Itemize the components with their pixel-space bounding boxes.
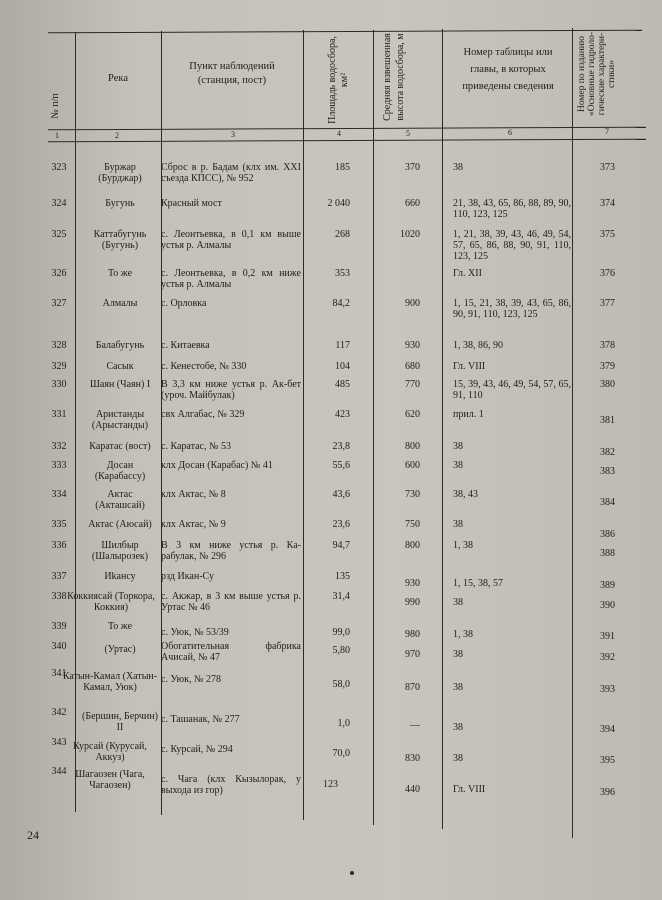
column-number: 6 xyxy=(508,128,512,137)
col-divider-1 xyxy=(75,32,76,812)
station: с. Уюк, № 278 xyxy=(161,674,222,685)
river-name: Аристанды (Арыстанды) xyxy=(91,409,149,431)
mean-height: 620 xyxy=(405,409,420,420)
catchment-area: 23,6 xyxy=(332,519,350,530)
mean-height: 800 xyxy=(405,540,420,551)
station: с. Каратас, № 53 xyxy=(161,441,232,452)
station: Красный мост xyxy=(161,198,222,209)
table-refs: 38 xyxy=(453,649,463,660)
station: свх Алгабас, № 329 xyxy=(161,409,245,420)
station: клх Актас, № 8 xyxy=(161,489,226,500)
mean-height: 870 xyxy=(405,682,420,693)
reference-number: 390 xyxy=(600,600,615,611)
mean-height: 930 xyxy=(405,578,420,589)
row-number: 327 xyxy=(51,298,67,309)
station: с. Китаевка xyxy=(161,340,210,351)
catchment-area: 185 xyxy=(335,162,350,173)
mean-height: 770 xyxy=(405,379,420,390)
row-number: 328 xyxy=(51,340,67,351)
table-refs: 38 xyxy=(453,722,463,733)
station: с. Курсай, № 294 xyxy=(161,744,233,755)
table-refs: 38 xyxy=(453,162,463,173)
table-refs: 1, 15, 21, 38, 39, 43, 65, 86, 90, 91, 110, 123, 125 xyxy=(453,298,571,320)
mean-height: 680 xyxy=(405,361,420,372)
header-col1: № п/п xyxy=(50,93,61,119)
row-number: 344 xyxy=(51,766,67,777)
station: с. Кенестобе, № 330 xyxy=(161,361,247,372)
reference-number: 383 xyxy=(600,466,615,477)
reference-number: 393 xyxy=(600,684,615,695)
catchment-area: 43,6 xyxy=(332,489,350,500)
reference-number: 376 xyxy=(600,268,615,279)
mean-height: 930 xyxy=(405,340,420,351)
station: с. Чага (клх Кызылорак, у выхода из гор) xyxy=(161,774,301,796)
header-col2: Река xyxy=(108,73,128,84)
reference-number: 374 xyxy=(600,198,615,209)
catchment-area: 70,0 xyxy=(332,748,350,759)
mean-height: 660 xyxy=(405,198,420,209)
row-number: 337 xyxy=(51,571,67,582)
station: с. Акжар, в 3 км выше устья р. Уртас № 46 xyxy=(161,591,301,613)
river-name: Коккиясай (Торкора, Коккия) xyxy=(67,591,155,613)
table-refs: 1, 15, 38, 57 xyxy=(453,578,503,589)
catchment-area: 58,0 xyxy=(332,679,350,690)
mean-height: 1020 xyxy=(400,229,420,240)
river-name: Алмалы xyxy=(102,298,138,309)
reference-number: 377 xyxy=(600,298,615,309)
row-number: 335 xyxy=(51,519,67,530)
reference-number: 392 xyxy=(600,652,615,663)
mean-height: 970 xyxy=(405,649,420,660)
col-divider-3 xyxy=(303,30,304,820)
river-name: То же xyxy=(107,268,133,279)
catchment-area: 135 xyxy=(335,571,350,582)
col-divider-6 xyxy=(572,28,573,838)
table-refs: 38 xyxy=(453,597,463,608)
table-refs: 1, 38 xyxy=(453,629,473,640)
row-number: 323 xyxy=(51,162,67,173)
table-refs: 38 xyxy=(453,519,463,530)
column-number: 3 xyxy=(231,130,235,139)
mean-height: 990 xyxy=(405,597,420,608)
row-number: 325 xyxy=(51,229,67,240)
catchment-area: 123 xyxy=(323,779,338,790)
river-name: (Уртас) xyxy=(104,644,136,655)
table-refs: прил. 1 xyxy=(453,409,484,420)
reference-number: 373 xyxy=(600,162,615,173)
river-name: Актас (Акташсай) xyxy=(95,489,145,511)
mean-height: — xyxy=(410,720,420,731)
page-number: 24 xyxy=(27,828,39,842)
reference-number: 378 xyxy=(600,340,615,351)
reference-number: 380 xyxy=(600,379,615,390)
station: с. Леонтьевка, в 0,1 км выше устья р. Алмалы xyxy=(161,229,301,251)
table-refs: 38 xyxy=(453,441,463,452)
catchment-area: 55,6 xyxy=(332,460,350,471)
header-col4: Площадь водосбора, км² xyxy=(327,36,350,124)
row-number: 342 xyxy=(51,707,67,718)
station: клх Досан (Карабас) № 41 xyxy=(161,460,273,471)
header-col7: Номер по изданию «Основные гидроло-гические характери-стики» xyxy=(577,31,617,117)
print-speck xyxy=(350,871,354,875)
river-name: Шилбыр (Шалырозек) xyxy=(91,540,149,562)
row-number: 330 xyxy=(51,379,67,390)
reference-number: 379 xyxy=(600,361,615,372)
row-number: 340 xyxy=(51,641,67,652)
table-refs: 1, 38 xyxy=(453,540,473,551)
row-number: 343 xyxy=(51,737,67,748)
reference-number: 396 xyxy=(600,787,615,798)
catchment-area: 268 xyxy=(335,229,350,240)
river-name: Бугунь xyxy=(105,198,135,209)
row-number: 336 xyxy=(51,540,67,551)
row-number: 324 xyxy=(51,198,67,209)
col-divider-5 xyxy=(442,29,443,829)
river-name: Каттабугунь (Бугунь) xyxy=(93,229,147,251)
catchment-area: 485 xyxy=(335,379,350,390)
reference-number: 375 xyxy=(600,229,615,240)
mean-height: 750 xyxy=(405,519,420,530)
row-number: 326 xyxy=(51,268,67,279)
header-col6: Номер таблицы или главы, в которых приведены сведения xyxy=(462,47,554,92)
row-number: 333 xyxy=(51,460,67,471)
row-number: 338 xyxy=(51,591,67,602)
river-name: Иkaнсу xyxy=(104,571,136,582)
mean-height: 800 xyxy=(405,441,420,452)
mean-height: 730 xyxy=(405,489,420,500)
row-number: 334 xyxy=(51,489,67,500)
river-name: Шаян (Чаян) I xyxy=(89,379,151,390)
mean-height: 900 xyxy=(405,298,420,309)
station: Обогатительная фабрика Ачисай, № 47 xyxy=(161,641,301,663)
row-number: 331 xyxy=(51,409,67,420)
catchment-area: 31,4 xyxy=(332,591,350,602)
row-number: 339 xyxy=(51,621,67,632)
header-col5: Средняя взвешенная высота водосбора, м xyxy=(382,33,406,121)
river-name: Каратас (вост) xyxy=(89,441,151,452)
catchment-area: 353 xyxy=(335,268,350,279)
river-name: То же xyxy=(107,621,133,632)
table-refs: 1, 38, 86, 90 xyxy=(453,340,503,351)
col-divider-2 xyxy=(161,31,162,815)
river-name: Курсай (Курусай, Аккуз) xyxy=(73,741,147,763)
table-refs: Гл. VIII xyxy=(453,784,486,795)
table-refs: 38 xyxy=(453,682,463,693)
station: рзд Икан-Су xyxy=(161,571,214,582)
mean-height: 440 xyxy=(405,784,420,795)
table-refs: 38 xyxy=(453,460,463,471)
station: клх Актас, № 9 xyxy=(161,519,226,530)
table-refs: Гл. VIII xyxy=(453,361,486,372)
station: с. Леонтьевка, в 0,2 км ниже устья р. Алмалы xyxy=(161,268,301,290)
river-name: Катын-Камал (Хатын-Камал, Уюк) xyxy=(62,671,158,693)
catchment-area: 5,80 xyxy=(332,645,350,656)
table-top-rule xyxy=(48,30,642,34)
row-number: 329 xyxy=(51,361,67,372)
river-name: Балабугунь xyxy=(95,340,145,351)
mean-height: 980 xyxy=(405,629,420,640)
reference-number: 389 xyxy=(600,580,615,591)
river-name: Буржар (Бурджар) xyxy=(98,162,142,184)
catchment-area: 104 xyxy=(335,361,350,372)
catchment-area: 23,8 xyxy=(332,441,350,452)
reference-number: 381 xyxy=(600,415,615,426)
column-number: 7 xyxy=(605,127,609,136)
column-number: 4 xyxy=(337,129,341,138)
table-refs: 1, 21, 38, 39, 43, 46, 49, 54, 57, 65, 86, 88, 90, 91, 110, 123, 125 xyxy=(453,229,571,262)
station: с. Ташанак, № 277 xyxy=(161,714,240,725)
catchment-area: 99,0 xyxy=(332,627,350,638)
table-refs: 38 xyxy=(453,753,463,764)
station: Сброс в р. Бадам (клх им. XXI съезда КПСС), № 952 xyxy=(161,162,301,184)
catchment-area: 2 040 xyxy=(327,198,350,209)
river-name: (Бершин, Берчин) II xyxy=(82,711,158,733)
station: с. Уюк, № 53/39 xyxy=(161,627,229,638)
river-name: Шагаозен (Чага, Чагаозен) xyxy=(75,769,145,791)
river-name: Актас (Аюсай) xyxy=(88,519,152,530)
reference-number: 382 xyxy=(600,447,615,458)
river-name: Сасык xyxy=(106,361,134,372)
header-col3: Пункт наблюдений (станция, пост) xyxy=(189,61,275,86)
reference-number: 386 xyxy=(600,529,615,540)
table-refs: Гл. XII xyxy=(453,268,482,279)
river-name: Досан (Карабассу) xyxy=(94,460,146,482)
reference-number: 394 xyxy=(600,724,615,735)
station: В 3 км ниже устья р. Ка-рабулак, № 296 xyxy=(161,540,301,562)
reference-number: 384 xyxy=(600,497,615,508)
column-number: 1 xyxy=(55,131,59,140)
table-refs: 21, 38, 43, 65, 86, 88, 89, 90, 110, 123, 125 xyxy=(453,198,571,220)
reference-number: 388 xyxy=(600,548,615,559)
table-refs: 38, 43 xyxy=(453,489,478,500)
reference-number: 391 xyxy=(600,631,615,642)
row-number: 332 xyxy=(51,441,67,452)
col-divider-4 xyxy=(373,30,374,825)
table-refs: 15, 39, 43, 46, 49, 54, 57, 65, 91, 110 xyxy=(453,379,571,401)
catchment-area: 84,2 xyxy=(332,298,350,309)
reference-number: 395 xyxy=(600,755,615,766)
catchment-area: 423 xyxy=(335,409,350,420)
mean-height: 600 xyxy=(405,460,420,471)
mean-height: 830 xyxy=(405,753,420,764)
catchment-area: 94,7 xyxy=(332,540,350,551)
mean-height: 370 xyxy=(405,162,420,173)
station: В 3,3 км ниже устья р. Ак-бет (уроч. Майбулак) xyxy=(161,379,301,401)
catchment-area: 1,0 xyxy=(337,718,350,729)
column-number: 5 xyxy=(406,129,410,138)
station: с. Орловка xyxy=(161,298,207,309)
row-number: 341 xyxy=(51,668,67,679)
catchment-area: 117 xyxy=(335,340,350,351)
column-number: 2 xyxy=(115,131,119,140)
header-bottom-rule xyxy=(48,127,646,131)
column-numbers-rule xyxy=(48,139,646,143)
